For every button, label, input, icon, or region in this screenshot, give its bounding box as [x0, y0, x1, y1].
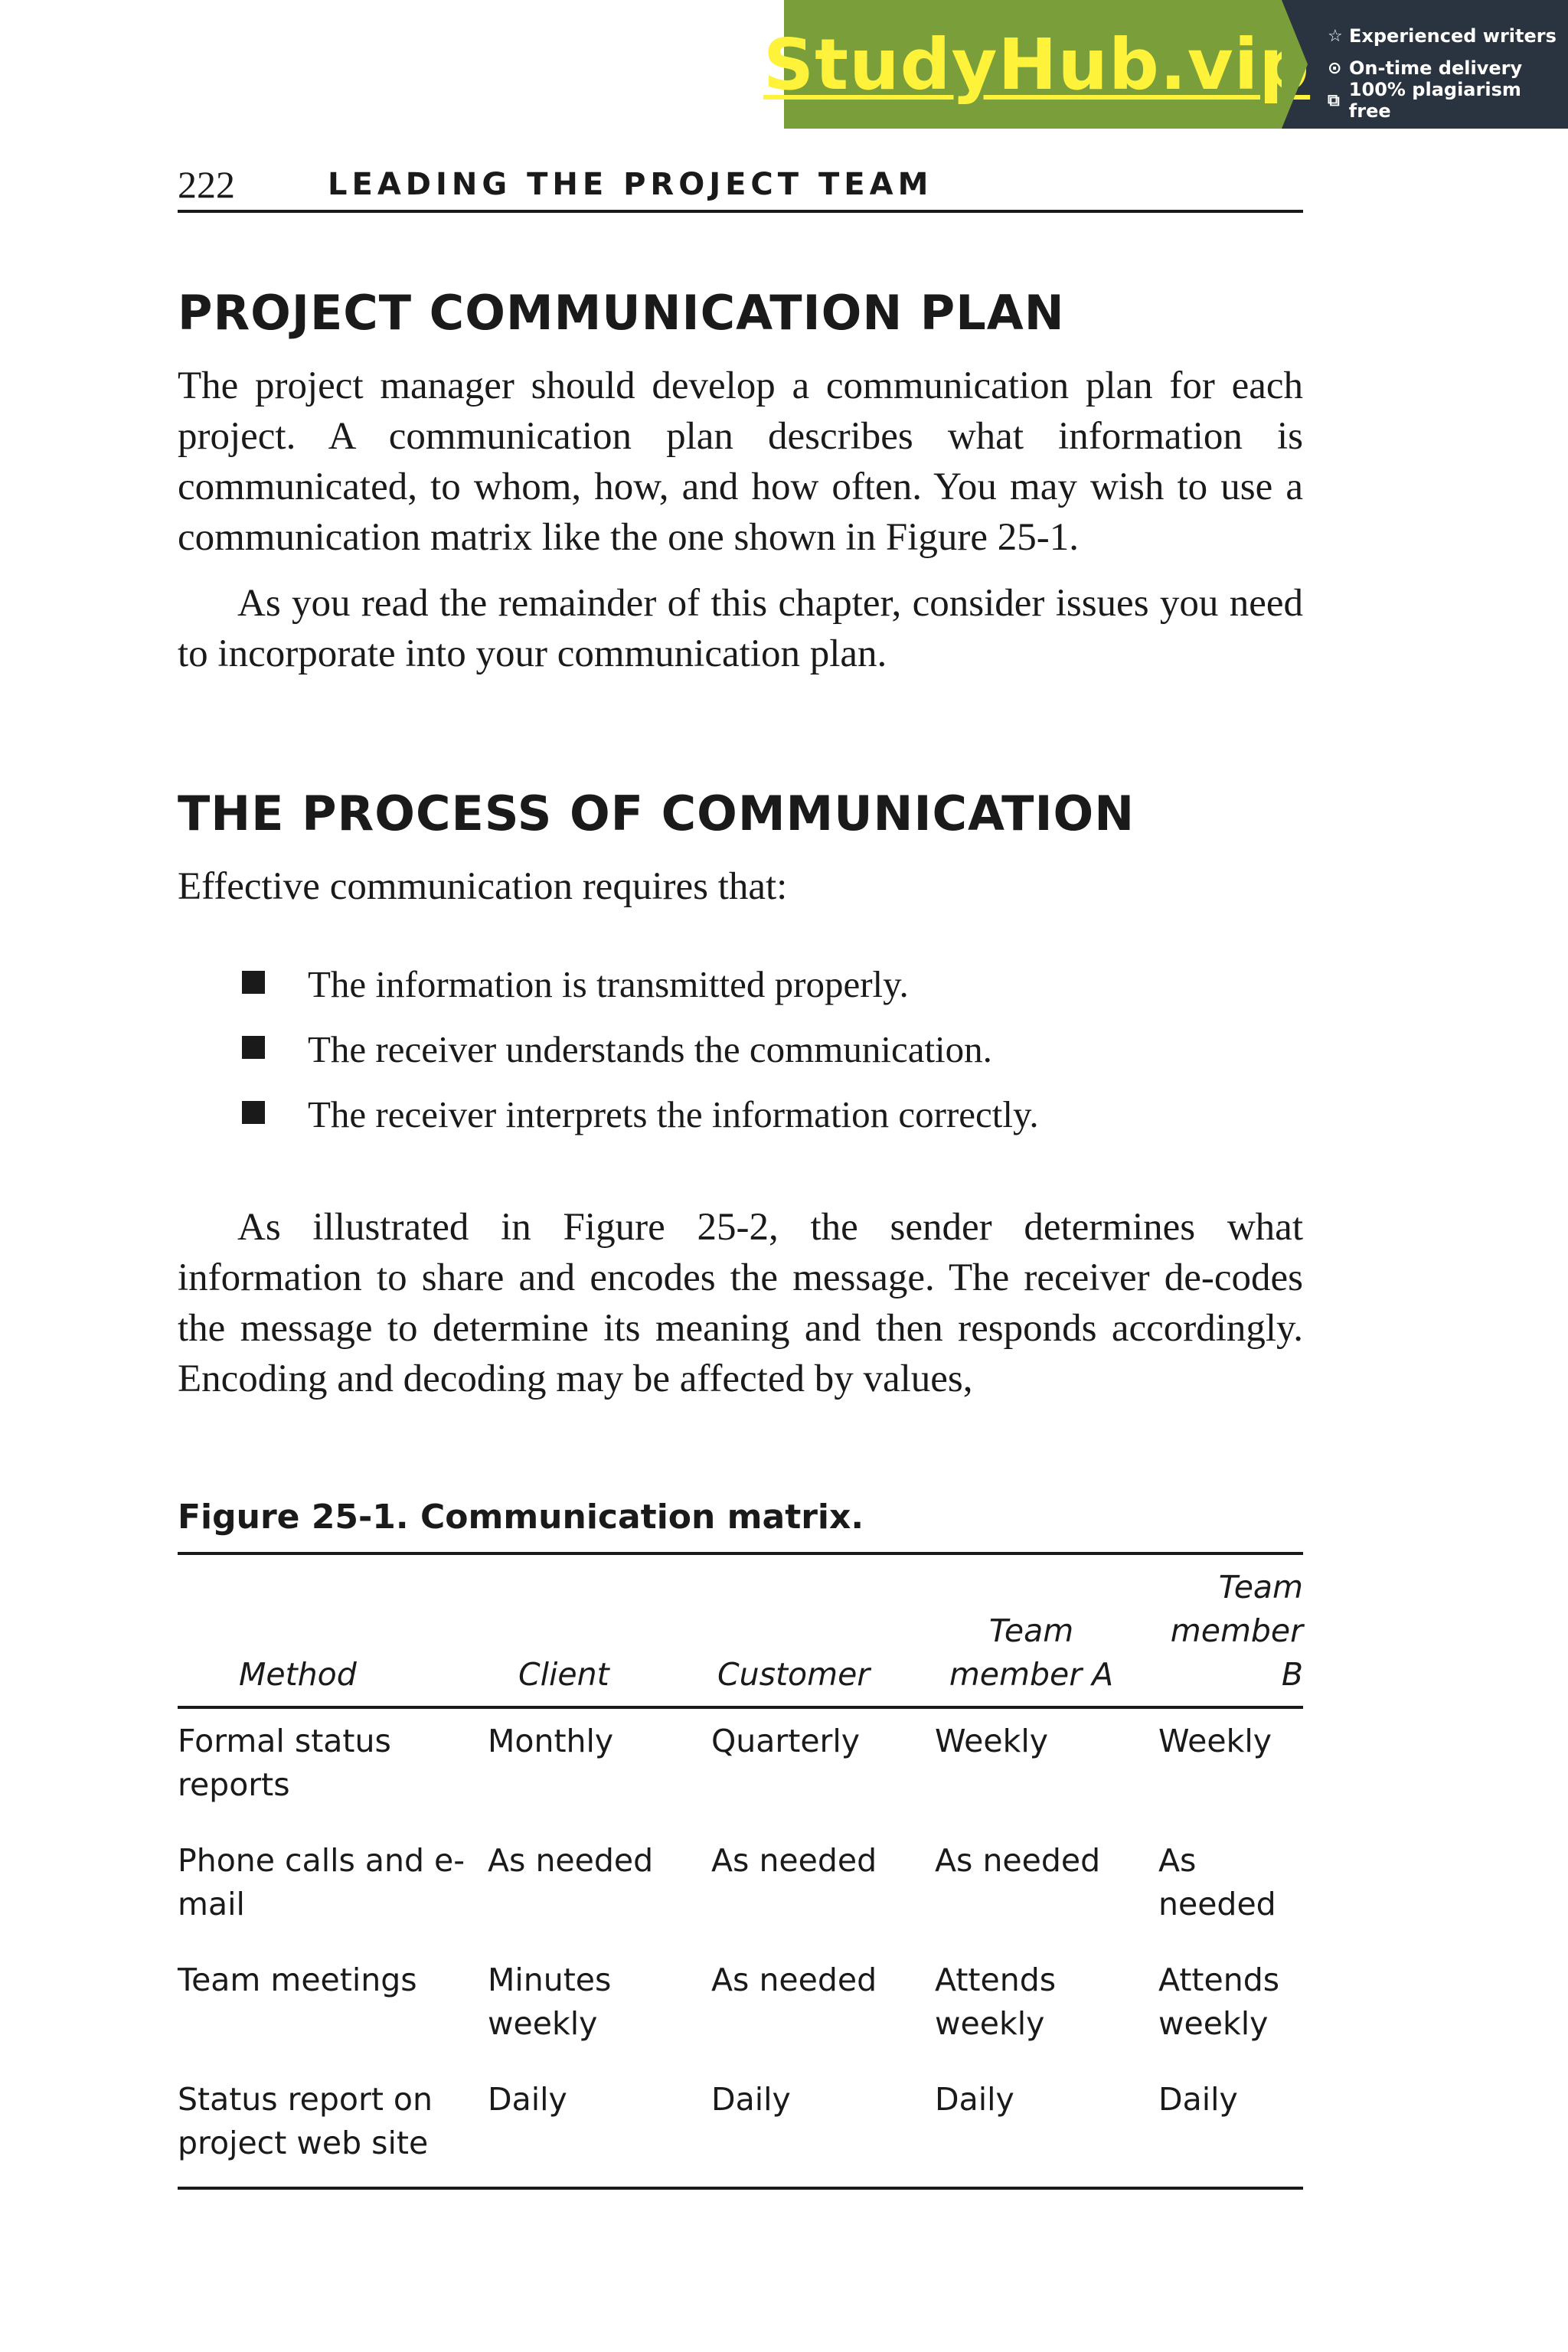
paragraph: As illustrated in Figure 25-2, the sender determines what information to share and encodes the message. The receiver de-codes the message to determine its meaning and then responds accordingly. Encoding and decoding may be affected by values, — [178, 1206, 1303, 1400]
clock-icon: ⊙ — [1328, 58, 1342, 78]
feature-label: On-time delivery — [1349, 57, 1523, 79]
table-cell: Team meetings — [178, 1962, 417, 1998]
table-cell: Attends weekly — [1158, 1962, 1280, 2042]
brand-logo: StudyHub.vip — [763, 23, 1311, 106]
table-cell: Status report on project web site — [178, 2081, 433, 2161]
column-header-team-member-b: Team member B — [1158, 1553, 1303, 1707]
paragraph: The project manager should develop a communication plan for each project. A communication plan describes what information is communicated, to whom, how, and how often. You may wish to use a communication matrix like the one shown in Figure 25-1. — [178, 364, 1303, 559]
running-header — [178, 162, 1303, 213]
bullet-square-icon — [242, 971, 265, 994]
feature-label: Experienced writers — [1349, 25, 1557, 47]
column-header-team-member-a: Team member A — [935, 1553, 1158, 1707]
bullet-square-icon — [242, 1036, 265, 1059]
figure-caption: Figure 25-1. Communication matrix. — [178, 1498, 864, 1537]
feature-item — [1328, 20, 1568, 52]
column-header-customer: Customer — [711, 1553, 935, 1707]
table-cell: As needed — [711, 1842, 877, 1879]
section-communication-plan — [178, 285, 1303, 679]
column-header-client: Client — [488, 1553, 711, 1707]
communication-matrix-table — [178, 1552, 1303, 2190]
section-heading: PROJECT COMMUNICATION PLAN — [178, 285, 1065, 341]
figure-25-1 — [178, 1498, 1303, 2190]
table-cell: Weekly — [1158, 1723, 1272, 1759]
table-cell: Daily — [935, 2081, 1014, 2118]
page-number: 222 — [178, 163, 235, 206]
promo-banner[interactable] — [763, 0, 1568, 129]
list-item: The receiver understands the communication. — [178, 1017, 1303, 1082]
document-icon: ⧉ — [1328, 90, 1340, 110]
paragraph: Effective communication requires that: — [178, 865, 788, 908]
chapter-title: LEADING THE PROJECT TEAM — [328, 167, 933, 202]
feature-label: 100% plagiarism free — [1348, 79, 1521, 122]
table-cell: Monthly — [488, 1723, 614, 1759]
table-cell: As needed — [1158, 1842, 1276, 1922]
star-icon: ☆ — [1328, 26, 1343, 46]
list-item: The receiver interprets the information correctly. — [178, 1082, 1303, 1147]
table-cell: Minutes weekly — [488, 1962, 612, 2042]
table-cell: As needed — [711, 1962, 877, 1998]
bullet-list — [178, 952, 1303, 1147]
feature-list — [1282, 0, 1568, 129]
table-cell: Daily — [488, 2081, 567, 2118]
table-cell: As needed — [935, 1842, 1101, 1879]
table-cell: Daily — [1158, 2081, 1238, 2118]
table-cell: As needed — [488, 1842, 654, 1879]
table-cell: Quarterly — [711, 1723, 861, 1759]
table-cell: Weekly — [935, 1723, 1048, 1759]
paragraph: As you read the remainder of this chapter, consider issues you need to incorporate into your communication plan. — [178, 582, 1303, 675]
table-row — [178, 2067, 1303, 2188]
brand-panel — [763, 0, 1311, 129]
table-row — [178, 1828, 1303, 1948]
section-heading: THE PROCESS OF COMMUNICATION — [178, 786, 1135, 841]
list-item: The information is transmitted properly. — [178, 952, 1303, 1017]
table-row — [178, 1707, 1303, 1828]
bullet-square-icon — [242, 1101, 265, 1124]
feature-item — [1328, 79, 1568, 122]
table-cell: Attends weekly — [935, 1962, 1057, 2042]
table-cell: Formal status reports — [178, 1723, 391, 1803]
table-cell: Phone calls and e-mail — [178, 1842, 466, 1922]
table-row — [178, 1948, 1303, 2067]
column-header-method: Method — [178, 1553, 488, 1707]
section-process-of-communication — [178, 786, 1303, 1404]
table-cell: Daily — [711, 2081, 791, 2118]
table-header-row — [178, 1553, 1303, 1707]
